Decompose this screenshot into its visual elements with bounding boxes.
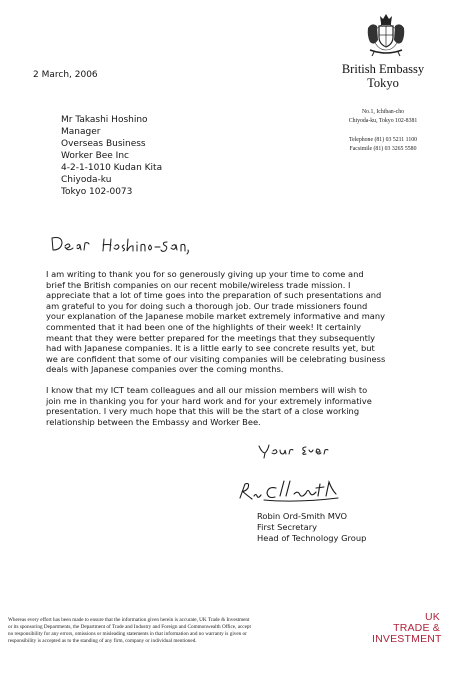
letter-text-line: I am writing to thank you for so generously giving up your time to come and [46,269,364,279]
logo-text-line: INVESTMENT [372,633,442,645]
recipient-name: Mr Takashi Hoshino [61,115,148,125]
embassy-address-line: No.1, Ichiban-cho [361,109,404,115]
recipient-line: Overseas Business [61,139,146,149]
letter-text-line: brief the British companies on our recent mobile/wireless trade mission. I [46,279,351,290]
royal-coat-of-arms-icon [364,12,408,58]
letter-text-line: meant that they were better prepared for the meetings that they subsequently [46,332,376,343]
letter-text-line: join me in thanking you for your hard work and for your extremely informative [46,395,372,406]
footer-disclaimer-line: Whereas every effort has been made to ensure that the information given herein is accurate, UK Trade & Investment [8,617,250,623]
recipient-line: Manager [61,127,101,137]
signatory-title: First Secretary [257,522,318,532]
letter-text-line: presentation. I very much hope that this will be the start of a close working [46,406,360,417]
letter-date: 2 March, 2006 [33,70,98,80]
logo-text-line: TRADE & [393,622,440,634]
letter-text-line: I know that my ICT team colleagues and all our mission members will wish to [46,385,368,395]
signatory-name: Robin Ord-Smith MVO [257,511,348,521]
letter-text-line: deals with Japanese companies over the coming months. [46,364,284,375]
letter-text-line: relationship between the Embassy and Worker Bee. [46,416,261,427]
handwritten-salutation [48,230,198,256]
embassy-facsimile: Facsimile (81) 03 3265 5580 [349,146,417,152]
logo-text-line: UK [425,611,440,623]
letter-text-line: appreciate that a lot of time goes into the preparation of such presentations and [46,290,382,301]
letter-text-line: had with Japanese companies. It is a little early to see concrete results yet, but [46,343,375,354]
embassy-city: Tokyo [367,76,399,90]
letter-text-line: your explanation of the Japanese mobile market extremely informative and many [46,311,386,322]
recipient-line: 4-2-1-1010 Kudan Kita [61,163,163,173]
signatory-group: Head of Technology Group [257,533,367,543]
embassy-telephone: Telephone (81) 03 5211 1100 [348,137,418,143]
letter-text-line: am grateful to you for doing such a thorough job. Our trade missioners found [46,300,368,311]
handwritten-closing [256,441,336,461]
recipient-line: Tokyo 102-0073 [61,187,133,197]
letter-text-line: we are confident that some of our visiting companies will be celebrating business [46,353,386,364]
recipient-line: Worker Bee Inc [61,151,129,161]
embassy-name: British Embassy [341,62,425,76]
footer-disclaimer-line: responsibility is accepted as to the standing of any firm, company or individual mentioned. [8,638,197,644]
handwritten-signature [236,476,356,506]
footer-disclaimer-line: no responsibility for any errors, omissions or misleading statements in that information and no warranty is given or [8,631,247,637]
recipient-line: Chiyoda-ku [61,175,112,185]
uk-trade-investment-logo [372,611,456,652]
letter-paragraph-1 [46,269,430,375]
letter-paragraph-2 [46,385,430,427]
letter-text-line: commented that it had been one of the highlights of their week! It certainly [46,321,362,332]
footer-disclaimer-line: or its sponsoring Departments, the Department of Trade and Industry and Foreign and Commonwealth Office, accept [8,624,251,630]
embassy-address-line: Chiyoda-ku, Tokyo 102-8381 [348,118,418,124]
